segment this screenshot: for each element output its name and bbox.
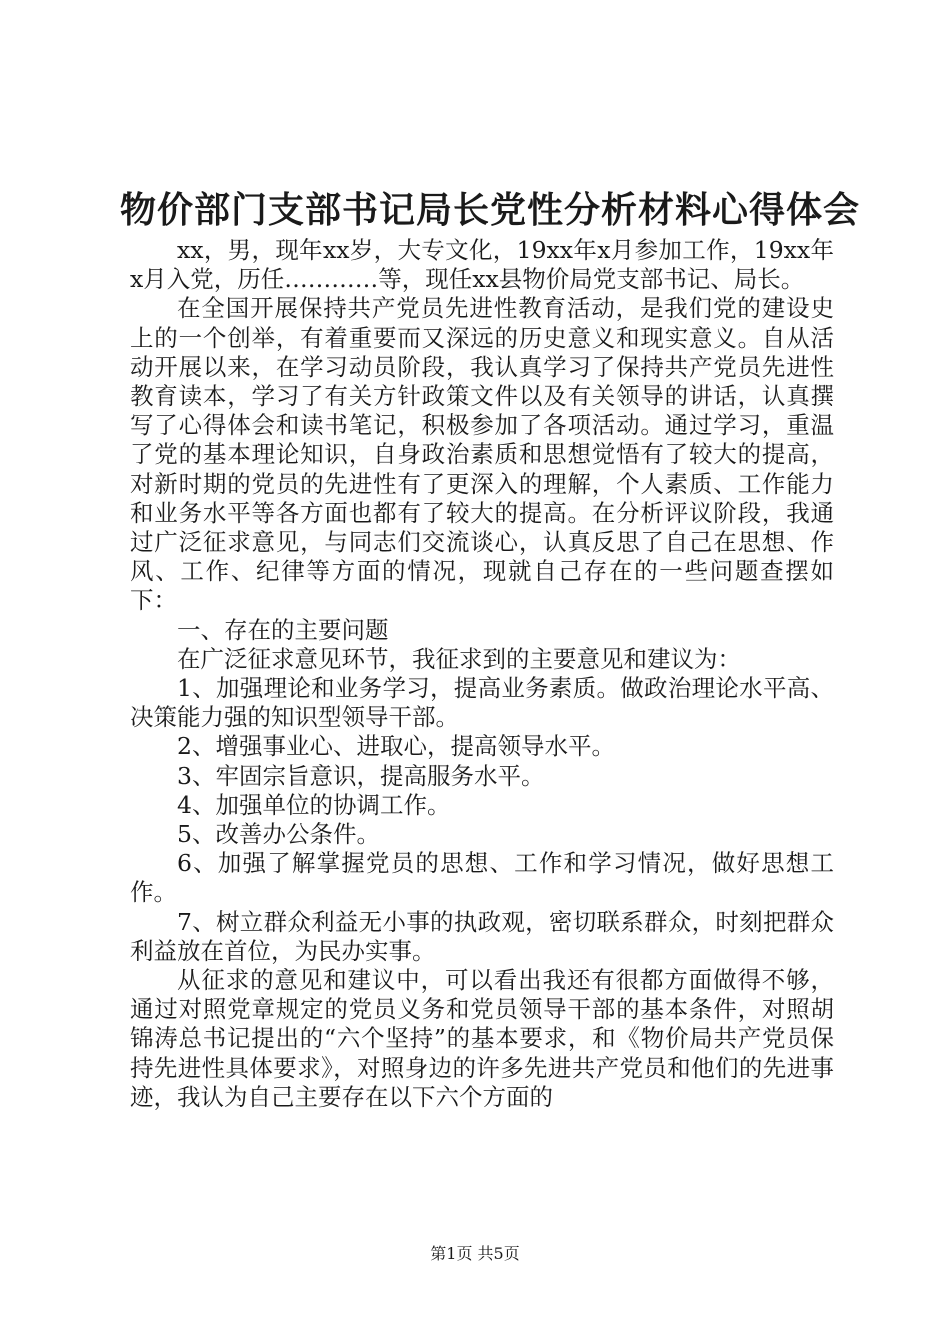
- opinion-item: 4、加强单位的协调工作。: [177, 790, 451, 819]
- paragraph-opinions-intro: 在广泛征求意见环节，我征求到的主要意见和建议为：: [177, 644, 741, 673]
- document-title: 物价部门支部书记局长党性分析材料心得体会: [120, 189, 861, 231]
- opinion-item: 3、牢固宗旨意识，提高服务水平。: [177, 761, 545, 790]
- paragraph-profile: xx，男，现年xx岁，大专文化，19xx年x月参加工作，19xx年x月入党，历任…………等，现任xx县物价局党支部书记、局长。: [130, 236, 834, 294]
- opinion-item: 1、加强理论和业务学习，提高业务素质。做政治理论水平高、决策能力强的知识型领导干部。: [130, 674, 834, 732]
- paragraph-introduction: 在全国开展保持共产党员先进性教育活动，是我们党的建设史上的一个创举，有着重要而又深远的历史意义和现实意义。自从活动开展以来，在学习动员阶段，我认真学习了保持共产党员先进性教育读本，学习了有关方针政策文件以及有关领导的讲话，认真撰写了心得体会和读书笔记，积极参加了各项活动。通过学习，重温了党的基本理论知识，自身政治素质和思想觉悟有了较大的提高，对新时期的党员的先进性有了更深入的理解，个人素质、工作能力和业务水平等各方面也都有了较大的提高。在分析评议阶段，我通过广泛征求意见，与同志们交流谈心，认真反思了自己在思想、作风、工作、纪律等方面的情况，现就自己存在的一些问题查摆如下：: [130, 294, 834, 615]
- opinion-item: 5、改善办公条件。: [177, 820, 380, 849]
- section-heading: 一、存在的主要问题: [177, 615, 389, 644]
- opinion-item: 2、增强事业心、进取心，提高领导水平。: [177, 732, 615, 761]
- page-number-footer: 第1页 共5页: [430, 1244, 520, 1263]
- document-body: [130, 236, 834, 1112]
- paragraph-analysis: 从征求的意见和建议中，可以看出我还有很都方面做得不够，通过对照党章规定的党员义务和党员领导干部的基本条件，对照胡锦涛总书记提出的“六个坚持”的基本要求，和《物价局共产党员保持先进性具体要求》，对照身边的许多先进共产党员和他们的先进事迹，我认为自己主要存在以下六个方面的: [130, 966, 834, 1111]
- opinion-item: 7、树立群众利益无小事的执政观，密切联系群众，时刻把群众利益放在首位，为民办实事。: [130, 907, 834, 965]
- opinion-item: 6、加强了解掌握党员的思想、工作和学习情况，做好思想工作。: [130, 849, 834, 907]
